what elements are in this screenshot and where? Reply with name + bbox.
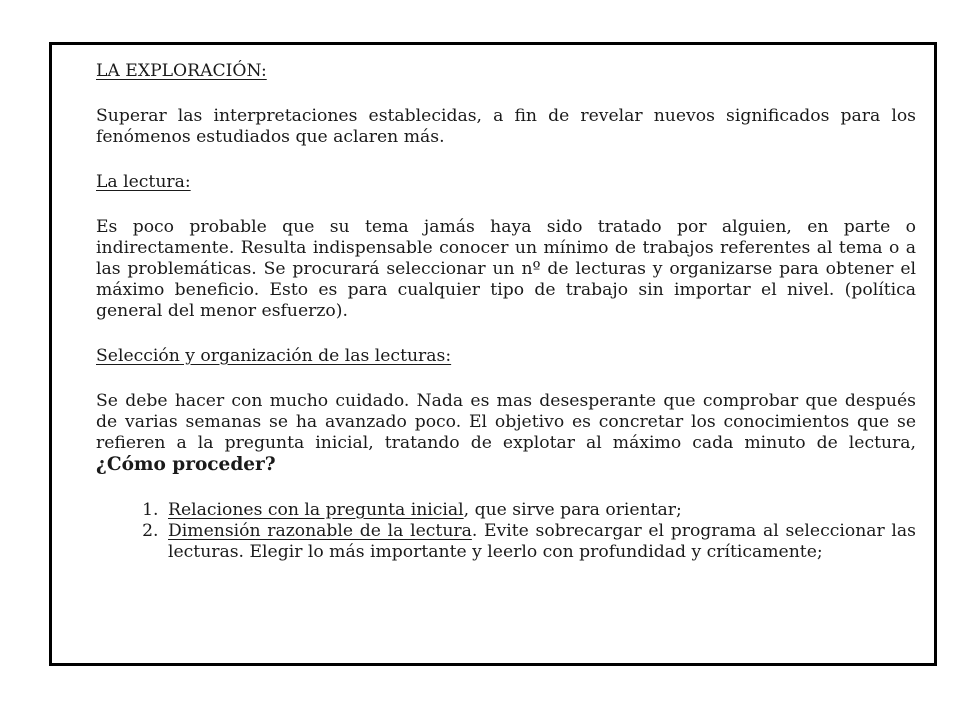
list-item-text: , que sirve para orientar; — [463, 500, 682, 520]
section-heading-lectura: La lectura: — [96, 172, 191, 192]
section-heading-seleccion: Selección y organización de las lecturas: — [96, 346, 452, 366]
list-item — [164, 521, 916, 563]
list-item — [164, 500, 916, 521]
seleccion-body: Se debe hacer con mucho cuidado. Nada es mas desesperante que comprobar que después de varias semanas se ha avanzado poco. El objetivo es concretar los conocimientos que se refieren a la pregunta inicial, tratando de explotar al máximo cada minuto de lectura, — [96, 391, 916, 453]
list-item-title: Dimensión razonable de la lectura — [168, 521, 472, 541]
list-item-title: Relaciones con la pregunta inicial — [168, 500, 464, 520]
list-item-text: . Evite sobrecargar el programa al seleccionar las lecturas. Elegir lo más importante y leerlo con profundidad y críticamente; — [168, 521, 916, 562]
section-text-lectura: Es poco probable que su tema jamás haya sido tratado por alguien, en parte o indirectamente. Resulta indispensable conocer un mínimo de trabajos referentes al tema o a las problemáticas. Se procurará seleccionar un nº de lecturas y organizarse para obtener el máximo beneficio. Esto es para cualquier tipo de trabajo sin importar el nivel. (política general del menor esfuerzo). — [96, 217, 916, 321]
como-proceder-emphasis: ¿Cómo proceder? — [96, 454, 276, 475]
document-frame — [49, 42, 937, 666]
section-text-exploracion: Superar las interpretaciones establecidas, a fin de revelar nuevos significados para los fenómenos estudiados que aclaren más. — [96, 106, 916, 147]
document-content — [96, 61, 916, 563]
section-heading-exploracion: LA EXPLORACIÓN: — [96, 61, 267, 81]
procedure-list — [96, 500, 916, 563]
section-text-seleccion — [96, 391, 916, 476]
